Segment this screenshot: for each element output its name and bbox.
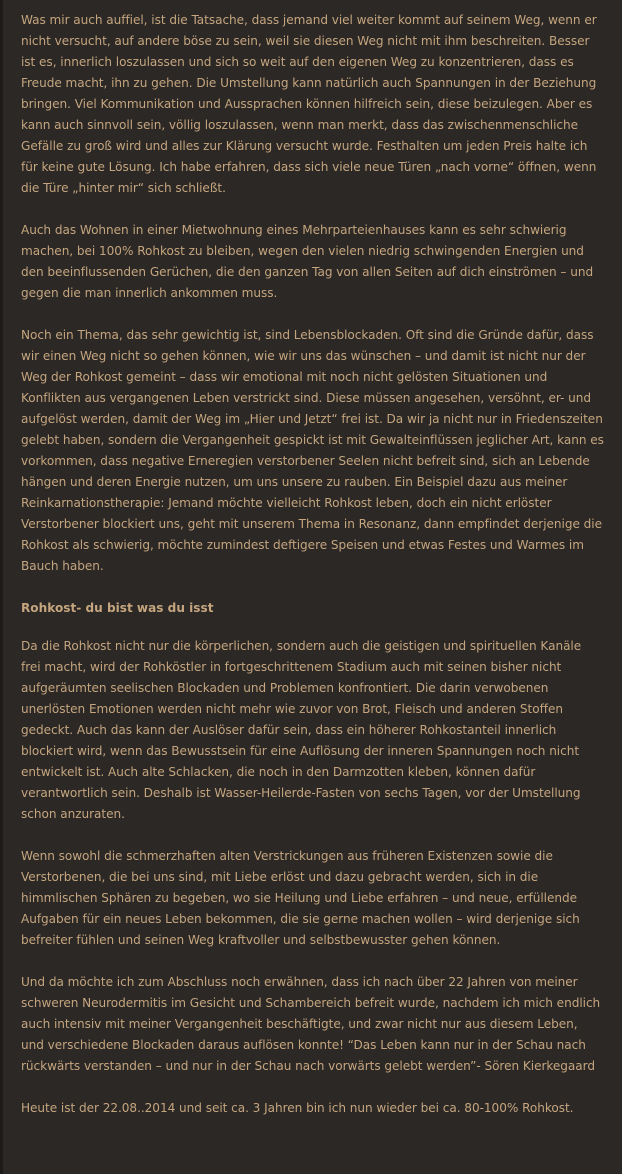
paragraph-date-note: Heute ist der 22.08..2014 und seit ca. 3 Jahren bin ich nun wieder bei ca. 80-100% Rohkost. — [21, 1101, 574, 1115]
paragraph-conclusion: Und da möchte ich zum Abschluss noch erwähnen, dass ich nach über 22 Jahren von meiner schweren Neurodermitis im Gesicht und Schambereich befreit wurde, nachdem ich mich endlich auch intensiv mit meiner Vergangenheit beschäftigte, und zwar nicht nur aus diesem Leben, und verschiedene Blockaden daraus auflösen konnte! “Das Leben kann nur in der Schau nach rückwärts verstanden – und nur in der Schau nach vorwärts gelebt werden”- Sören Kierkegaard — [21, 975, 601, 1073]
paragraph-relationships: Was mir auch auffiel, ist die Tatsache, dass jemand viel weiter kommt auf seinem Weg, wenn er nicht versucht, auf andere böse zu sein, weil sie diesen Weg nicht mit ihm beschreiten. Besser ist es, innerlich loszulassen und sich so weit auf den eigenen Weg zu konzentrieren, dass es Freude macht, ihn zu gehen. Die Umstellung kann natürlich auch Spannungen in der Beziehung bringen. Viel Kommunikation und Aussprachen können hilfreich sein, diese beizulegen. Aber es kann auch sinnvoll sein, völlig loszulassen, wenn man merkt, dass das zwischenmenschliche Gefälle zu groß wird und alles zur Klärung versucht wurde. Festhalten um jeden Preis halte ich für keine gute Lösung. Ich habe erfahren, dass sich viele neue Türen „nach vorne“ öffnen, wenn die Türe „hinter mir“ sich schließt. — [21, 13, 597, 195]
paragraph-apartment-living: Auch das Wohnen in einer Mietwohnung eines Mehrparteienhauses kann es sehr schwierig machen, bei 100% Rohkost zu bleiben, wegen den vielen niedrig schwingenden Energien und den beeinflussenden Gerüchen, die den ganzen Tag von allen Seiten auf dich einströmen – und gegen die man innerlich ankommen muss. — [21, 223, 594, 300]
paragraph-life-blockades: Noch ein Thema, das sehr gewichtig ist, sind Lebensblockaden. Oft sind die Gründe dafür, dass wir einen Weg nicht so gehen können, wie wir uns das wünschen – und damit ist nicht nur der Weg der Rohkost gemeint – dass wir emotional mit noch nicht gelösten Situationen und Konflikten aus vergangenen Leben verstrickt sind. Diese müssen angesehen, versöhnt, er- und aufgelöst werden, damit der Weg im „Hier und Jetzt“ frei ist. Da wir ja nicht nur in Friedenszeiten gelebt haben, sondern die Vergangenheit gespickt ist mit Gewalteinflüssen jeglicher Art, kann es vorkommen, dass negative Erneregien verstorbener Seelen nicht befreit sind, sich an Lebende hängen und deren Energie nutzen, um uns unsere zu rauben. Ein Beispiel dazu aus meiner Reinkarnationstherapie: Jemand möchte vielleicht Rohkost leben, doch ein nicht erlöster Verstorbener blockiert uns, geht mit unserem Thema in Resonanz, dann empfindet derjenige die Rohkost als schwierig, möchte zumindest deftigere Speisen und etwas Festes und Warmes im Bauch haben. — [21, 328, 604, 573]
left-edge-divider — [0, 0, 3, 1174]
section-heading: Rohkost- du bist was du isst — [21, 601, 214, 615]
paragraph-release: Wenn sowohl die schmerzhaften alten Verstrickungen aus früheren Existenzen sowie die Verstorbenen, die bei uns sind, mit Liebe erlöst und dazu gebracht werden, sich in die himmlischen Sphären zu begeben, wo sie Heilung und Liebe erfahren – und neue, erfüllende Aufgaben für ein neues Leben bekommen, die sie gerne machen wollen – wird derjenige sich befreiter fühlen und seinen Weg kraftvoller und selbstbewusster gehen können. — [21, 849, 580, 947]
paragraph-raw-food-channels: Da die Rohkost nicht nur die körperlichen, sondern auch die geistigen und spirituellen Kanäle frei macht, wird der Rohköstler in fortgeschrittenem Stadium auch mit seinen bisher nicht aufgeräumten seelischen Blockaden und Problemen konfrontiert. Die darin verwobenen unerlösten Emotionen werden nicht mehr wie zuvor von Brot, Fleisch und anderen Stoffen gedeckt. Auch das kann der Auslöser dafür sein, dass ein höherer Rohkostanteil innerlich blockiert wird, wenn das Bewusstsein für eine Auflösung der inneren Spannungen noch nicht entwickelt ist. Auch alte Schlacken, die noch in den Darmzotten kleben, können dafür verantwortlich sein. Deshalb ist Wasser-Heilerde-Fasten von sechs Tagen, vor der Umstellung schon anzuraten. — [21, 639, 582, 821]
